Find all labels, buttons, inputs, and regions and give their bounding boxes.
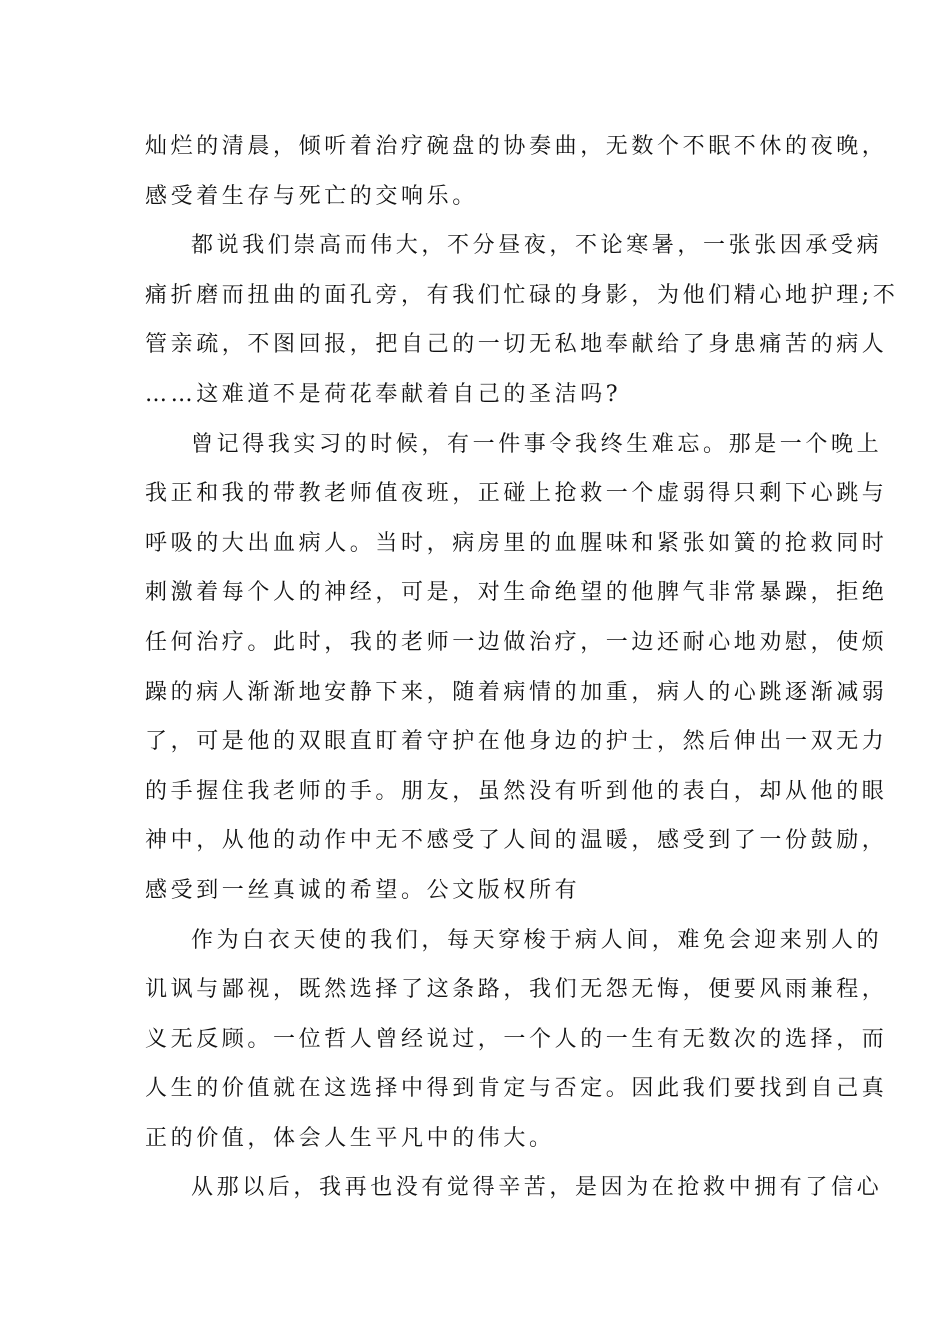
text-line: 正的价值，体会人生平凡中的伟大。 xyxy=(145,1125,555,1151)
paragraph-start-line: 曾记得我实习的时候，有一件事令我终生难忘。那是一个晚上 xyxy=(191,431,883,457)
text-line: ……这难道不是荷花奉献着自己的圣洁吗? xyxy=(145,381,622,407)
paragraph-start-line: 都说我们崇高而伟大，不分昼夜，不论寒暑，一张张因承受病 xyxy=(191,233,883,259)
text-line: 我正和我的带教老师值夜班，正碰上抢救一个虚弱得只剩下心跳与 xyxy=(145,481,888,507)
text-line: 任何治疗。此时，我的老师一边做治疗，一边还耐心地劝慰，使烦 xyxy=(145,629,888,655)
text-line: 管亲疏，不图回报，把自己的一切无私地奉献给了身患痛苦的病人 xyxy=(145,332,888,358)
text-line: 讥讽与鄙视，既然选择了这条路，我们无怨无悔，便要风雨兼程， xyxy=(145,977,888,1003)
text-line: 义无反顾。一位哲人曾经说过，一个人的一生有无数次的选择，而 xyxy=(145,1026,888,1052)
text-line: 感受到一丝真诚的希望。公文版权所有 xyxy=(145,877,581,903)
text-line: 人生的价值就在这选择中得到肯定与否定。因此我们要找到自己真 xyxy=(145,1076,888,1102)
text-line: 的手握住我老师的手。朋友，虽然没有听到他的表白，却从他的眼 xyxy=(145,778,888,804)
paragraph-start-line: 从那以后，我再也没有觉得辛苦，是因为在抢救中拥有了信心 xyxy=(191,1175,883,1201)
text-line: 灿烂的清晨，倾听着治疗碗盘的协奏曲，无数个不眠不休的夜晚， xyxy=(145,134,888,159)
text-line: 神中，从他的动作中无不感受了人间的温暖，感受到了一份鼓励， xyxy=(145,828,888,854)
text-line: 痛折磨而扭曲的面孔旁，有我们忙碌的身影，为他们精心地护理;不 xyxy=(145,282,899,308)
text-line: 呼吸的大出血病人。当时，病房里的血腥味和紧张如簧的抢救同时 xyxy=(145,530,888,556)
essay-text xyxy=(145,131,899,1222)
text-line: 了，可是他的双眼直盯着守护在他身边的护士，然后伸出一双无力 xyxy=(145,729,888,755)
paragraph-start-line: 作为白衣天使的我们，每天穿梭于病人间，难免会迎来别人的 xyxy=(191,927,883,953)
text-line: 躁的病人渐渐地安静下来，随着病情的加重，病人的心跳逐渐减弱 xyxy=(145,679,888,705)
text-line: 感受着生存与死亡的交响乐。 xyxy=(145,183,478,209)
text-line: 刺激着每个人的神经，可是，对生命绝望的他脾气非常暴躁，拒绝 xyxy=(145,580,888,606)
